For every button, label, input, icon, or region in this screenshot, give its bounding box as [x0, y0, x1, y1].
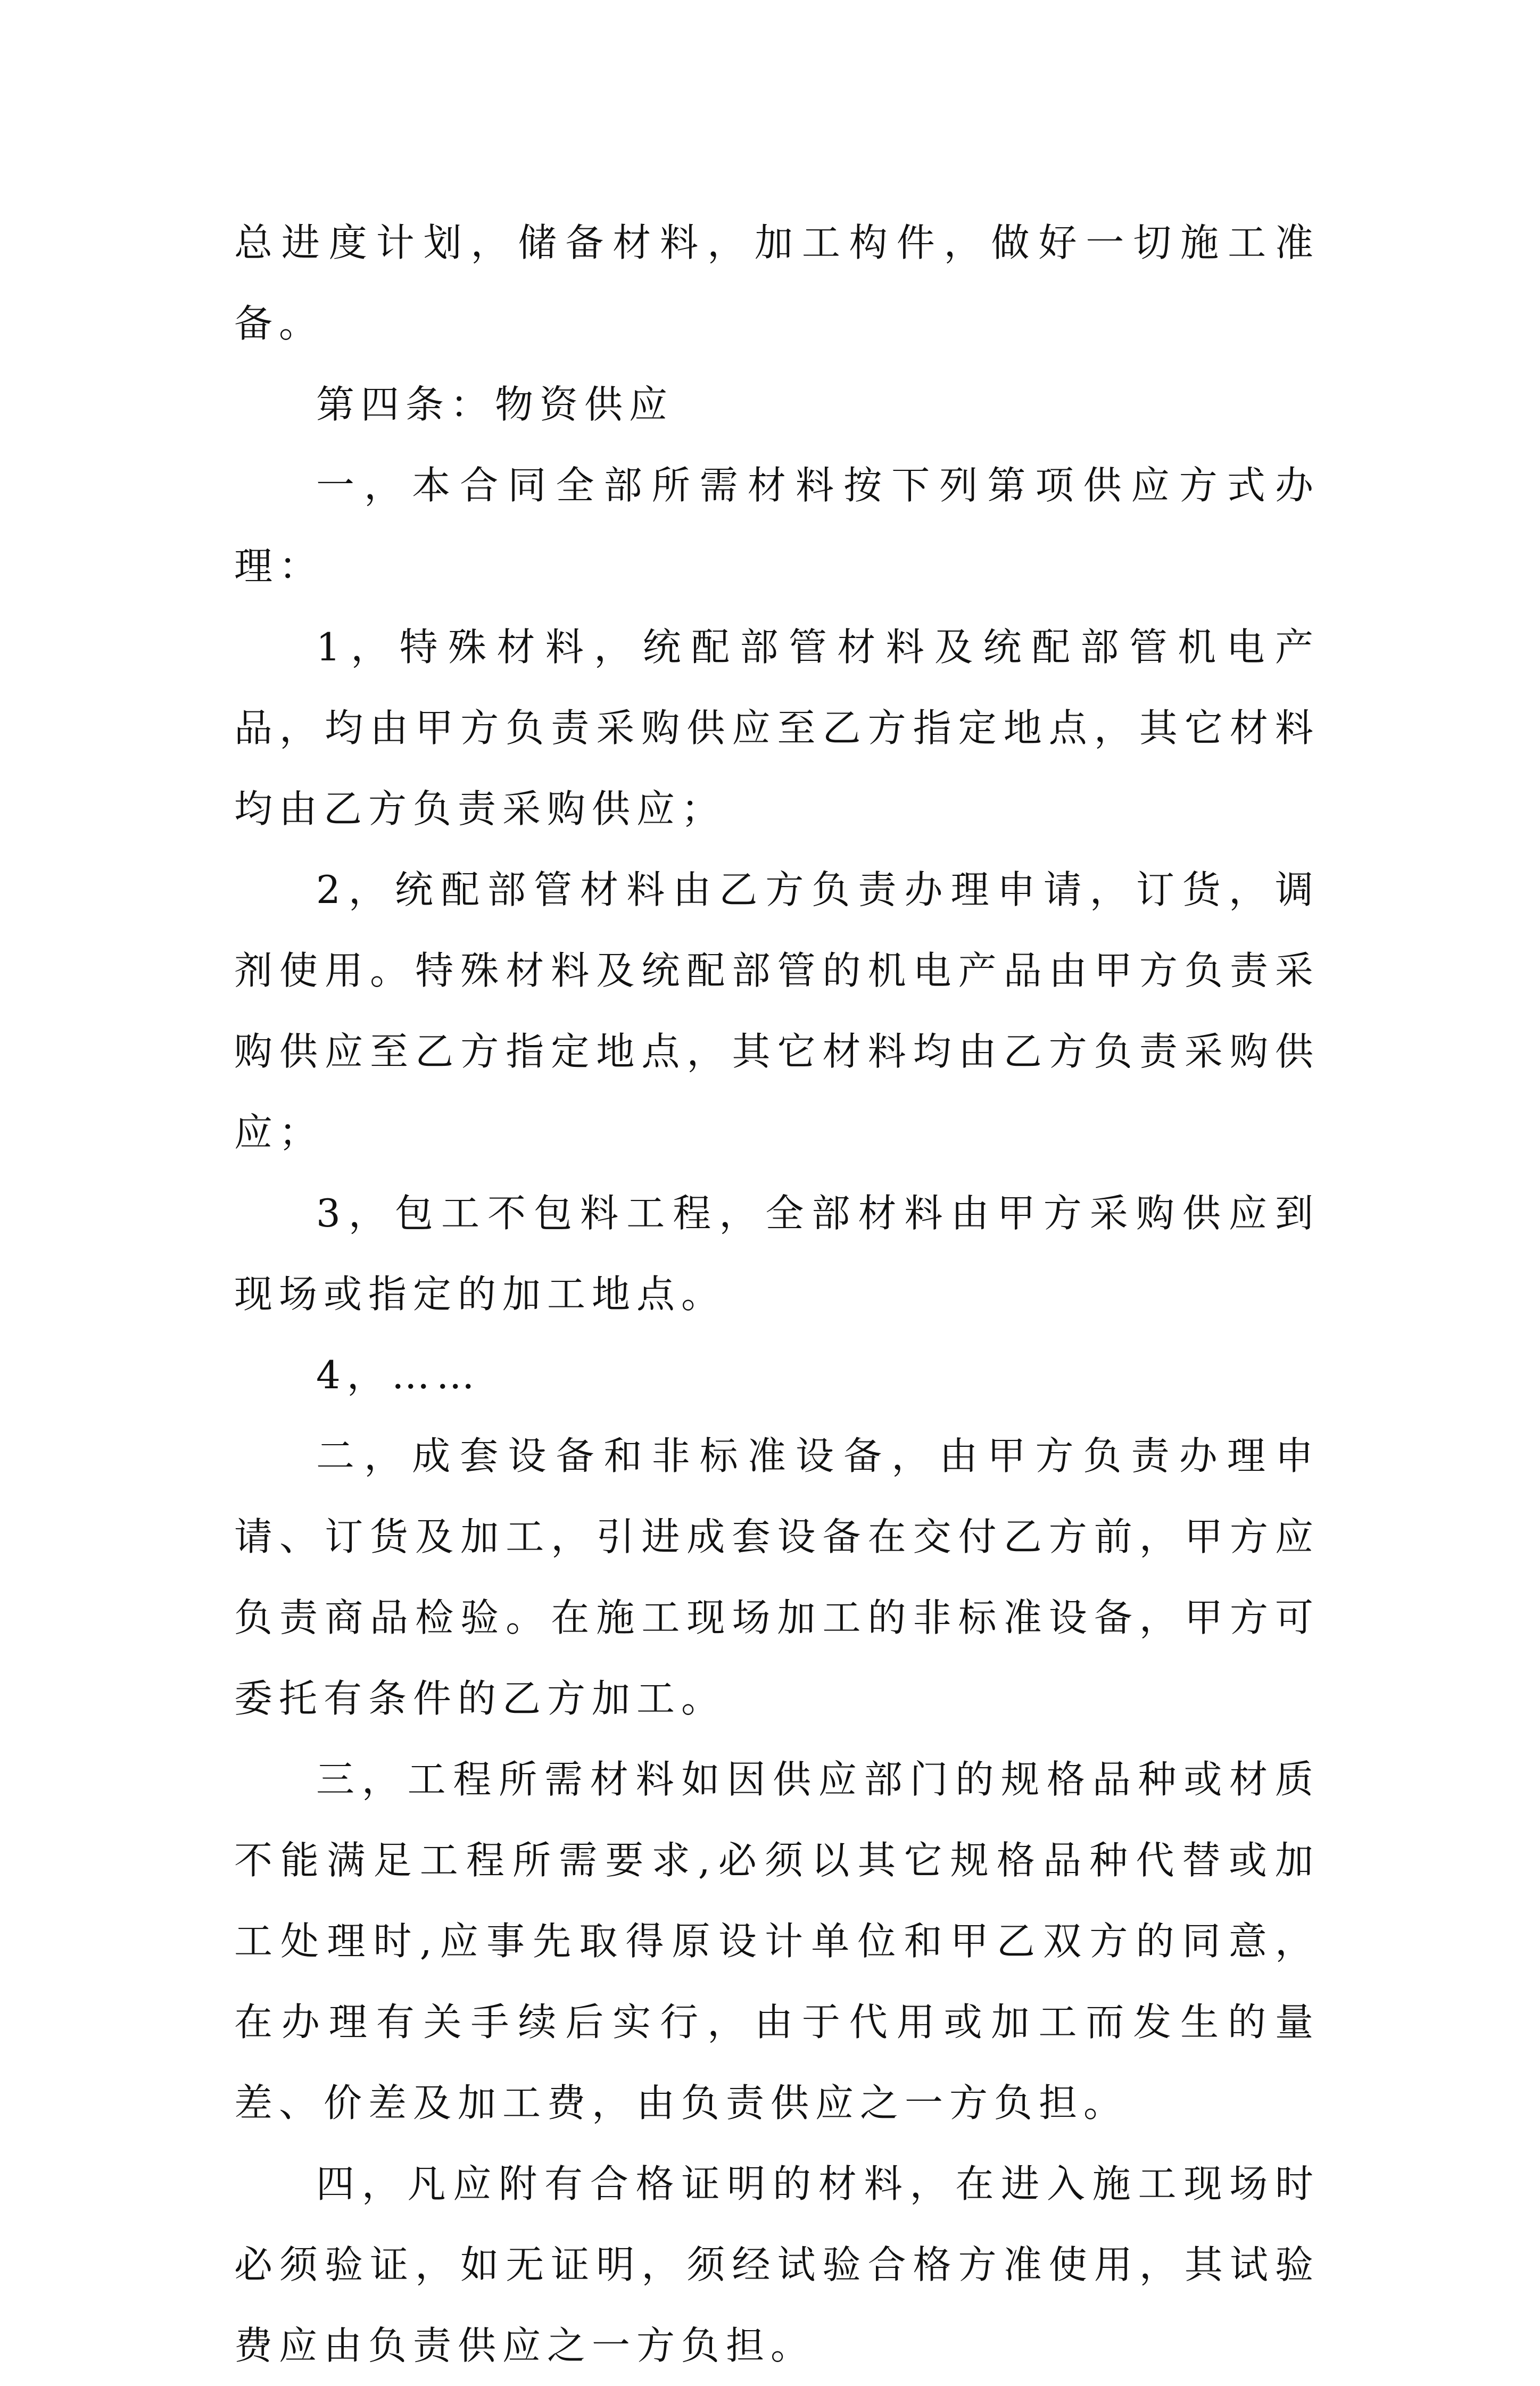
section-heading-article-4: 第四条：物资供应: [316, 382, 674, 427]
paragraph-clause-3: 三，工程所需材料如因供应部门的规格品种或材质不能满足工程所需要求,必须以其它规格品种代替或加工处理时,应事先取得原设计单位和甲乙双方的同意，在办理有关手续后实行，由于代用或加工而发生的量差、价差及加工费，由负责供应之一方负担。: [234, 1757, 1320, 2125]
paragraph-item-3: 3，包工不包料工程，全部材料由甲方采购供应到现场或指定的加工地点。: [234, 1191, 1320, 1316]
paragraph-clause-4: 四，凡应附有合格证明的材料，在进入施工现场时必须验证，如无证明，须经试验合格方准使用，其试验费应由负责供应之一方负担。: [234, 2161, 1320, 2368]
paragraph-item-2: 2，统配部管材料由乙方负责办理申请，订货，调剂使用。特殊材料及统配部管的机电产品由甲方负责采购供应至乙方指定地点，其它材料均由乙方负责采购供应；: [234, 867, 1320, 1155]
paragraph-item-1: 1，特殊材料，统配部管材料及统配部管机电产品，均由甲方负责采购供应至乙方指定地点，其它材料均由乙方负责采购供应；: [234, 625, 1320, 831]
paragraph-continuation: 总进度计划，储备材料，加工构件，做好一切施工准备。: [234, 220, 1320, 346]
paragraph-clause-2: 二，成套设备和非标准设备，由甲方负责办理申请、订货及加工，引进成套设备在交付乙方前，甲方应负责商品检验。在施工现场加工的非标准设备，甲方可委托有条件的乙方加工。: [234, 1434, 1320, 1721]
paragraph-item-4: 4，……: [316, 1353, 481, 1397]
document-body: [234, 202, 1320, 2386]
paragraph-clause-1: 一，本合同全部所需材料按下列第项供应方式办理：: [234, 463, 1320, 589]
